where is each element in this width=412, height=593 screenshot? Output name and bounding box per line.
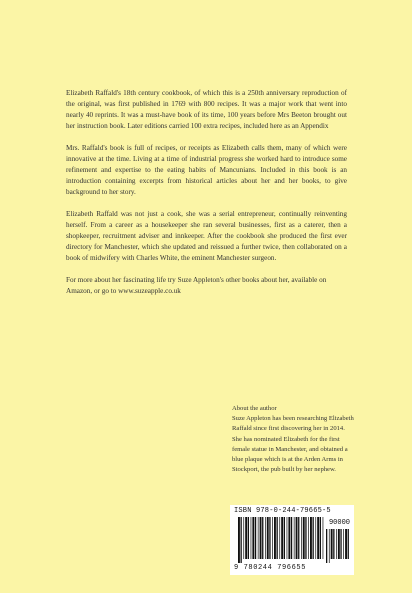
barcode-bar bbox=[345, 529, 347, 559]
barcode-bar bbox=[274, 517, 276, 559]
barcode-main-bars bbox=[238, 517, 324, 563]
barcode-bar bbox=[298, 517, 299, 559]
barcode-bar bbox=[313, 517, 314, 559]
about-text: Suze Appleton has been researching Elizabeth Raffald since first discovering her in 2014. She has nominated Elizabeth for the first female statue in Manchester, and obtained a blue plaque which is at the Arden Arms in Stockport, the pub built by her nephew. bbox=[232, 415, 354, 474]
barcode-bar bbox=[329, 529, 330, 563]
blurb-text bbox=[66, 88, 347, 308]
barcode-bar bbox=[338, 529, 340, 559]
barcode-bar bbox=[326, 529, 327, 563]
barcode-bar bbox=[243, 517, 244, 559]
barcode-bar bbox=[272, 517, 273, 559]
barcode-bar bbox=[279, 517, 280, 559]
barcode-bar bbox=[317, 517, 319, 559]
isbn-digits: 9 780244 796655 bbox=[234, 564, 307, 572]
barcode-bar bbox=[258, 517, 259, 559]
barcode-bar bbox=[291, 517, 292, 559]
barcode-bar bbox=[333, 529, 334, 559]
barcode-bar bbox=[340, 529, 341, 559]
isbn-barcode bbox=[230, 505, 354, 575]
barcode-bar bbox=[305, 517, 306, 559]
barcode-bar bbox=[277, 517, 278, 559]
barcode-bar bbox=[238, 517, 240, 563]
barcode-bar bbox=[252, 517, 254, 559]
about-author bbox=[232, 404, 356, 475]
barcode-bar bbox=[265, 517, 266, 559]
barcode-bar bbox=[331, 529, 333, 559]
barcode-bar bbox=[287, 517, 288, 559]
barcode-bar bbox=[343, 529, 344, 559]
barcode-bar bbox=[303, 517, 305, 559]
barcode-bar bbox=[310, 517, 312, 559]
barcode-bar bbox=[320, 517, 321, 559]
barcode-bar bbox=[241, 517, 242, 563]
barcode-bar bbox=[296, 517, 298, 559]
barcode-bar bbox=[260, 517, 262, 559]
blurb-paragraph-4: For more about her fascinating life try Suze Appleton's other books about her, available on Amazon, or go to www.suzeapple.co.uk bbox=[66, 276, 327, 295]
barcode-bar bbox=[308, 517, 309, 559]
about-heading: About the author bbox=[232, 405, 277, 412]
blurb-paragraph-3: Elizabeth Raffald was not just a cook, she was a serial entrepreneur, continually reinventing herself. From a career as a housekeeper she ran several businesses, first as a caterer, then a shopkeeper, recruitment adviser and innkeeper. After the cookbook she produced the first ever directory for Manchester, which she updated and reissued a further twice, then collaborated on a book of midwifery with Charles White, the eminent Manchester surgeon. bbox=[66, 210, 347, 262]
price-code: 90000 bbox=[328, 519, 350, 527]
barcode-bar bbox=[301, 517, 302, 559]
barcode-bar bbox=[255, 517, 256, 559]
barcode-bar bbox=[281, 517, 283, 559]
barcode-bar bbox=[245, 517, 247, 559]
isbn-label: ISBN 978-0-244-79665-5 bbox=[234, 507, 331, 515]
barcode-addon-bars bbox=[326, 529, 350, 563]
barcode-bar bbox=[248, 517, 249, 559]
barcode-bar bbox=[348, 529, 349, 559]
barcode-bar bbox=[288, 517, 290, 559]
barcode-bar bbox=[284, 517, 285, 559]
blurb-paragraph-2: Mrs. Raffald's book is full of recipes, or receipts as Elizabeth calls them, many of which were innovative at the time. Living at a time of industrial progress she worked hard to introduce some refinement and expertise to the eating habits of Mancunians. Included in this book is an introduction containing excerpts from historical articles about her and her books, to give background to her story. bbox=[66, 144, 347, 196]
barcode-bar bbox=[262, 517, 263, 559]
barcode-bar bbox=[251, 517, 252, 559]
blurb-paragraph-1: Elizabeth Raffald's 18th century cookbook, of which this is a 250th anniversary reproduction of the original, was first published in 1769 with 800 recipes. It was a major work that went into nearly 40 reprints. It was a must-have book of its time, 100 years before Mrs Beeton brought out her instruction book. Later editions carried 100 extra recipes, included here as an Appendix bbox=[66, 89, 347, 130]
barcode-bar bbox=[336, 529, 337, 559]
barcode-bar bbox=[315, 517, 316, 559]
barcode-bar bbox=[323, 517, 324, 559]
barcode-bar bbox=[294, 517, 295, 559]
barcode-bar bbox=[269, 517, 270, 559]
barcode-bar bbox=[267, 517, 269, 559]
